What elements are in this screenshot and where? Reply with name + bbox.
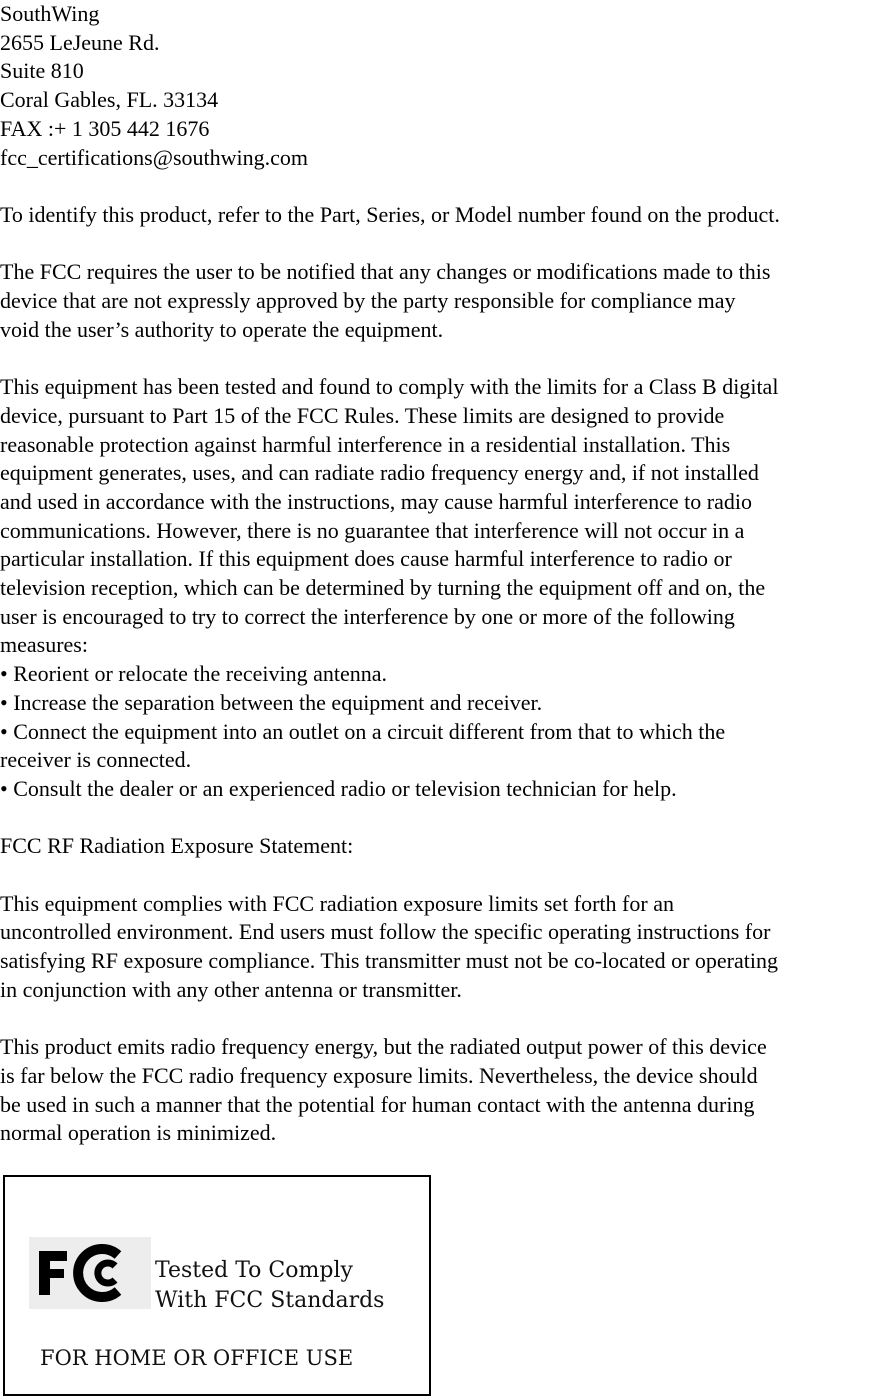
emission-line: is far below the FCC radio frequency exposure limits. Nevertheless, the device should	[0, 1062, 758, 1088]
paragraph-gap	[0, 804, 890, 833]
class-b-line: device, pursuant to Part 15 of the FCC Rules. These limits are designed to provide	[0, 402, 725, 428]
class-b-line: television reception, which can be determined by turning the equipment off and on, the	[0, 575, 766, 601]
class-b-line: measures:	[0, 632, 88, 658]
street-address: 2655 LeJeune Rd.	[0, 29, 160, 55]
rf-line: uncontrolled environment. End users must follow the specific operating instructions for	[0, 919, 771, 945]
rf-line: This equipment complies with FCC radiation exposure limits set forth for an	[0, 890, 674, 916]
class-b-line: and used in accordance with the instructions, may cause harmful interference to radio	[0, 488, 752, 514]
paragraph-gap	[0, 344, 890, 373]
measure-bullet-continuation: receiver is connected.	[0, 747, 192, 773]
paragraph-gap	[0, 230, 890, 259]
tested-line-2: With FCC Standards	[155, 1288, 385, 1313]
fcc-logo-icon	[29, 1237, 151, 1309]
fax-number: FAX :+ 1 305 442 1676	[0, 115, 210, 141]
emission-line: be used in such a manner that the potential for human contact with the antenna during	[0, 1091, 755, 1117]
class-b-line: equipment generates, uses, and can radiate radio frequency energy and, if not installed	[0, 460, 759, 486]
measure-bullet: • Reorient or relocate the receiving antenna.	[0, 661, 388, 687]
paragraph-gap	[0, 172, 890, 201]
email-address: fcc_certifications@southwing.com	[0, 144, 308, 170]
class-b-line: user is encouraged to try to correct the interference by one or more of the following	[0, 603, 735, 629]
measure-bullet: • Connect the equipment into an outlet on a circuit different from that to which the	[0, 718, 726, 744]
class-b-line: reasonable protection against harmful interference in a residential installation. This	[0, 431, 731, 457]
class-b-statement	[0, 373, 890, 804]
rf-line: satisfying RF exposure compliance. This transmitter must not be co-located or operating	[0, 948, 778, 974]
modification-notice	[0, 258, 890, 344]
class-b-line: This equipment has been tested and found to comply with the limits for a Class B digital	[0, 374, 779, 400]
rf-exposure-statement	[0, 890, 890, 1005]
address-block	[0, 0, 890, 172]
paragraph-gap	[0, 1005, 890, 1034]
fcc-compliance-label	[3, 1175, 431, 1396]
class-b-line: communications. However, there is no guarantee that interference will not occur in a	[0, 517, 745, 543]
measure-bullet: • Increase the separation between the equipment and receiver.	[0, 689, 543, 715]
measure-bullet: • Consult the dealer or an experienced radio or television technician for help.	[0, 775, 677, 801]
home-office-use-text: FOR HOME OR OFFICE USE	[40, 1346, 354, 1370]
company-name: SouthWing	[0, 1, 100, 26]
notice-line: device that are not expressly approved by the party responsible for compliance may	[0, 288, 736, 313]
suite: Suite 810	[0, 58, 84, 84]
rf-exposure-heading: FCC RF Radiation Exposure Statement:	[0, 833, 354, 859]
tested-line-1: Tested To Comply	[155, 1258, 353, 1283]
emission-line: normal operation is minimized.	[0, 1120, 277, 1146]
tested-to-comply-text	[155, 1256, 384, 1316]
notice-line: The FCC requires the user to be notified that any changes or modifications made to this	[0, 259, 771, 285]
paragraph-gap	[0, 861, 890, 890]
fcc-logo-text: FC	[29, 1237, 31, 1238]
notice-line: void the user’s authority to operate the equipment.	[0, 316, 444, 342]
class-b-line: particular installation. If this equipment does cause harmful interference to radio or	[0, 546, 732, 572]
emission-statement	[0, 1033, 890, 1148]
emission-line: This product emits radio frequency energy, but the radiated output power of this device	[0, 1034, 767, 1060]
city-state-zip: Coral Gables, FL. 33134	[0, 87, 219, 113]
fcc-logo-graphic	[29, 1237, 151, 1309]
identify-paragraph: To identify this product, refer to the Part, Series, or Model number found on the product.	[0, 201, 780, 227]
rf-line: in conjunction with any other antenna or transmitter.	[0, 976, 462, 1002]
